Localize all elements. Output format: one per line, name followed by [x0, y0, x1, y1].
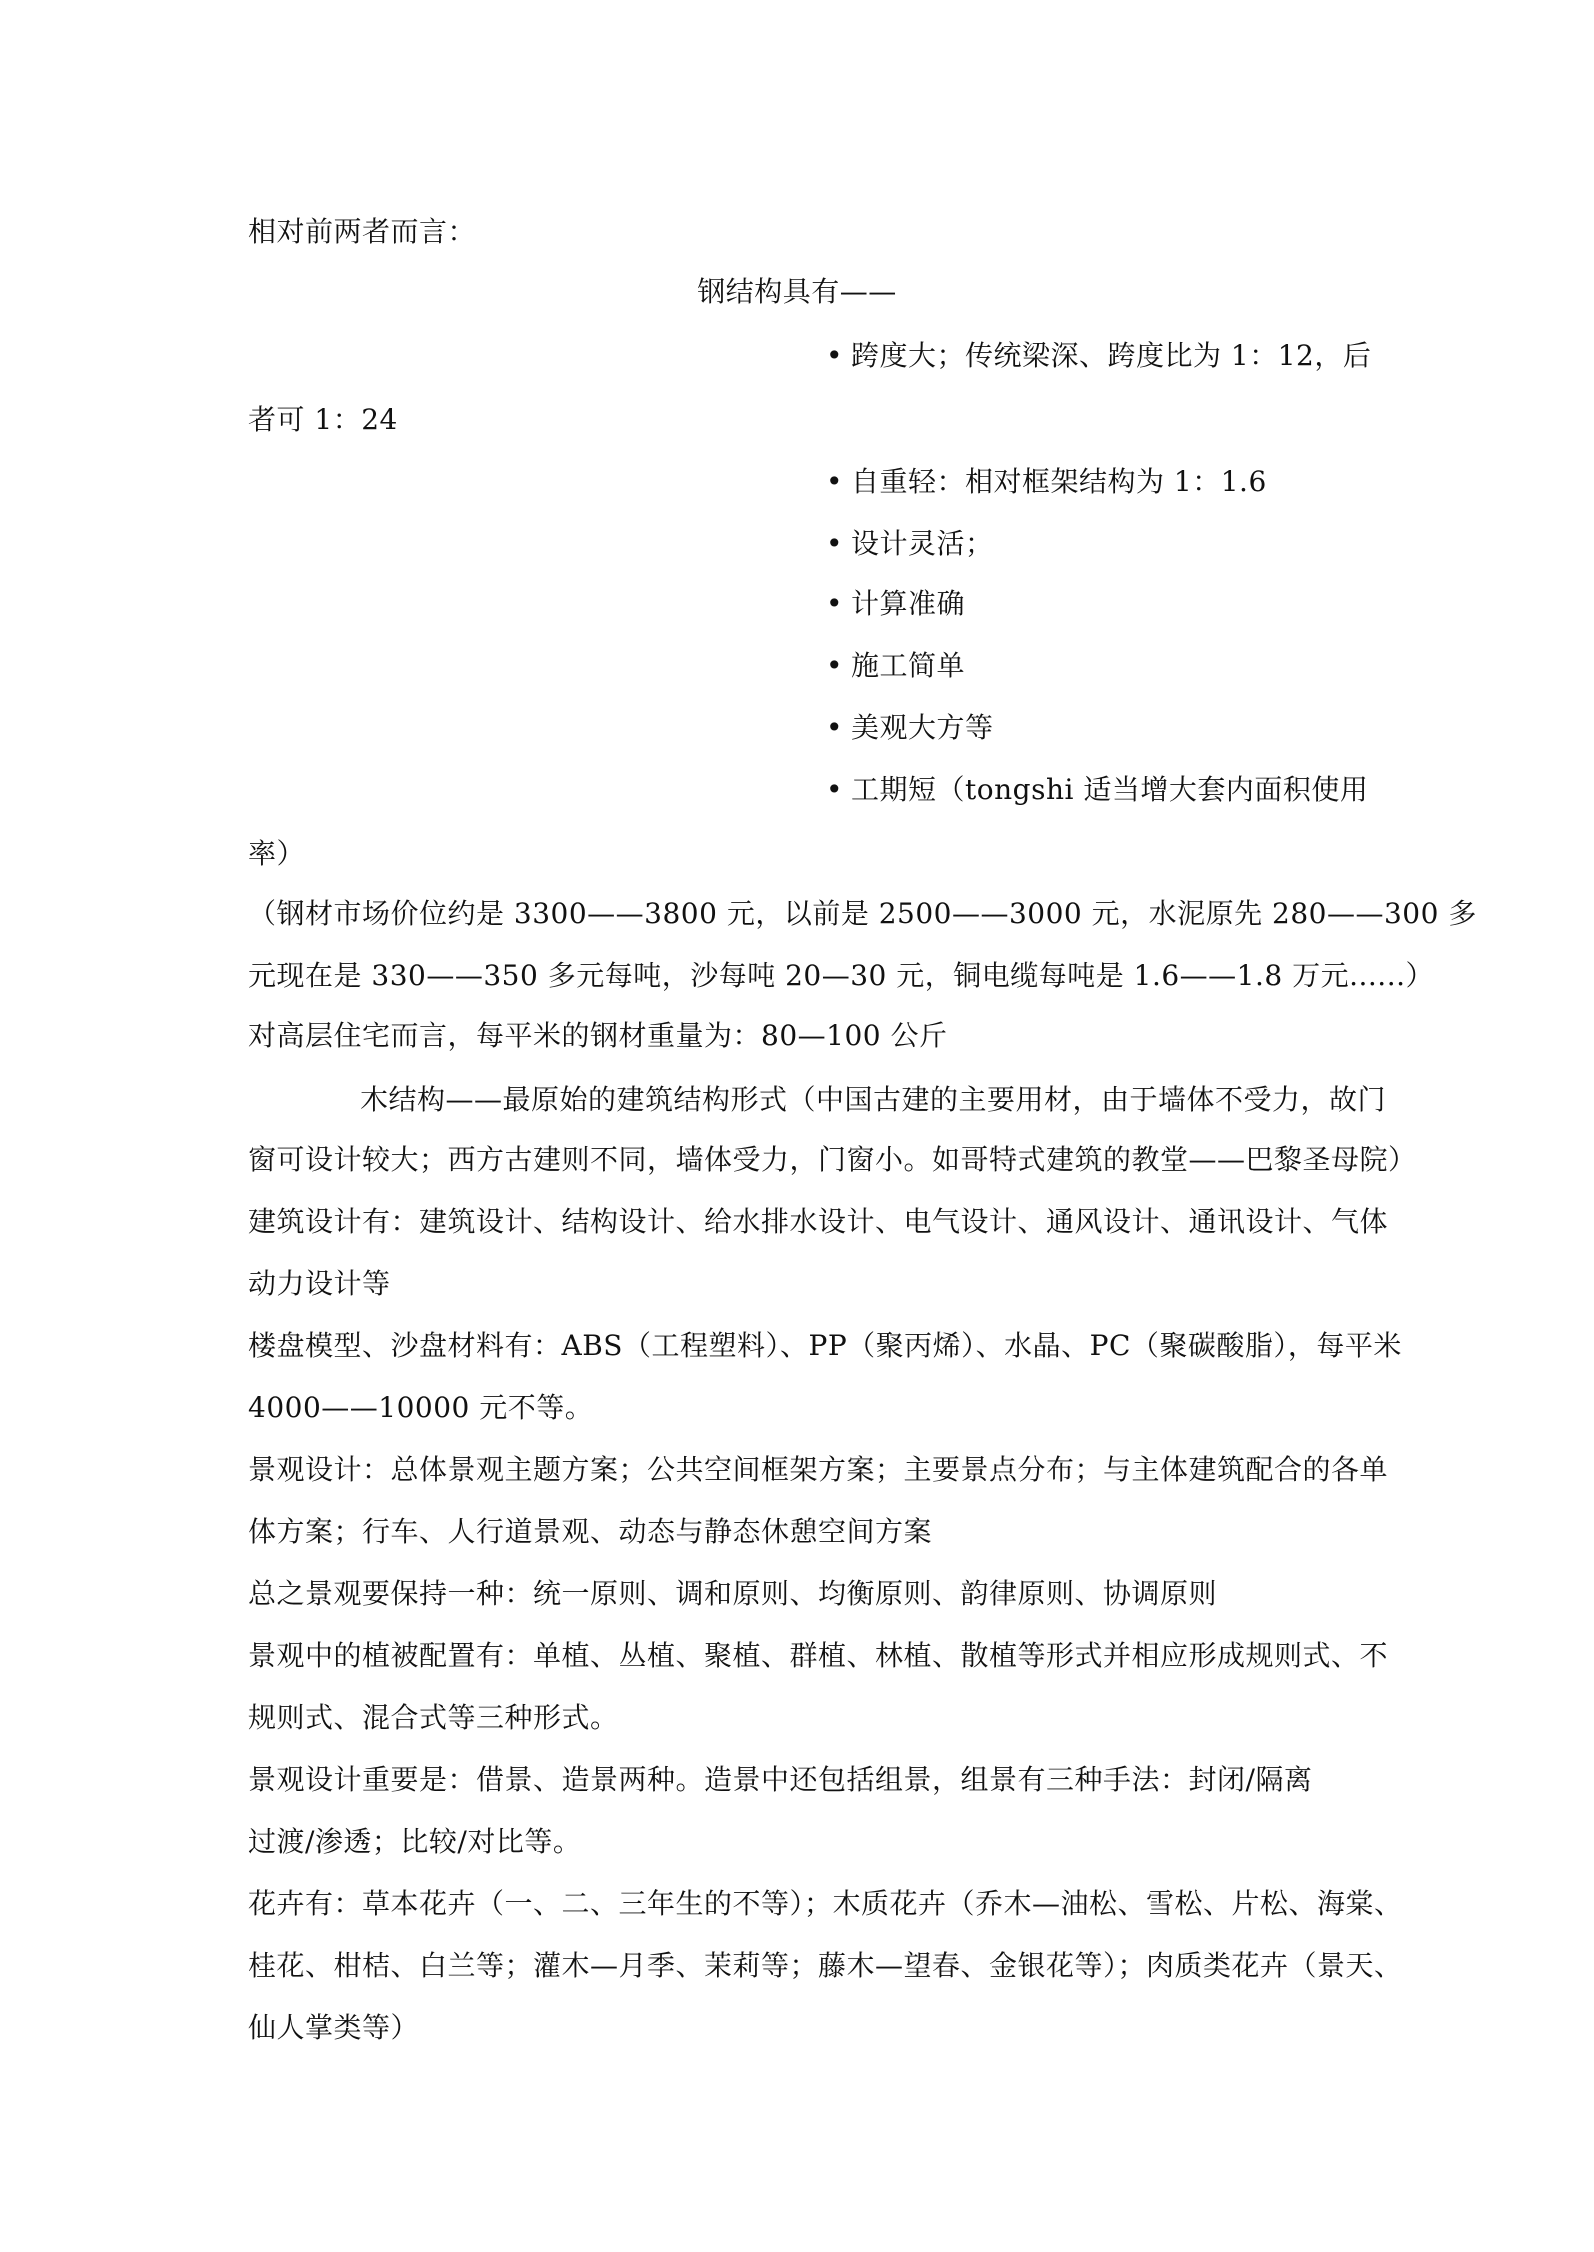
bullet-icon: •	[826, 465, 844, 498]
bullet-icon: •	[826, 649, 844, 682]
text-line: 规则式、混合式等三种形式。	[248, 1701, 619, 1734]
text-line: 窗可设计较大；西方古建则不同，墙体受力，门窗小。如哥特式建筑的教堂——巴黎圣母院）	[248, 1143, 1417, 1176]
bullet-icon: •	[826, 773, 844, 806]
bullet-item: • 自重轻：相对框架结构为 1：1.6	[826, 465, 1267, 498]
text-line: 4000——10000 元不等。	[248, 1391, 594, 1424]
text-line: 对高层住宅而言，每平米的钢材重量为：80—100 公斤	[248, 1019, 948, 1052]
text-line: 动力设计等	[248, 1267, 391, 1300]
text-line: 景观中的植被配置有：单植、丛植、聚植、群植、林植、散植等形式并相应形成规则式、不	[248, 1639, 1389, 1672]
bullet-item: • 美观大方等	[826, 711, 994, 744]
bullet-icon: •	[826, 587, 844, 620]
bullet-item: • 施工简单	[826, 649, 966, 682]
bullet-item: • 工期短（tongshi 适当增大套内面积使用	[826, 773, 1369, 806]
text-line: 总之景观要保持一种：统一原则、调和原则、均衡原则、韵律原则、协调原则	[248, 1577, 1218, 1610]
text-line: 木结构——最原始的建筑结构形式（中国古建的主要用材，由于墙体不受力，故门	[360, 1083, 1387, 1116]
text-line: 楼盘模型、沙盘材料有：ABS（工程塑料）、PP（聚丙烯）、水晶、PC（聚碳酸脂），每平米	[248, 1329, 1402, 1362]
text-line: 建筑设计有：建筑设计、结构设计、给水排水设计、电气设计、通风设计、通讯设计、气体	[248, 1205, 1389, 1238]
text-line: （钢材市场价位约是 3300——3800 元，以前是 2500——3000 元，水泥原先 280——300 多	[248, 897, 1477, 930]
text-line: 率）	[248, 837, 306, 870]
bullet-item: • 计算准确	[826, 587, 966, 620]
text-line: 元现在是 330——350 多元每吨，沙每吨 20—30 元，铜电缆每吨是 1.6——1.8 万元......）	[248, 959, 1435, 992]
steel-heading: 钢结构具有——	[697, 275, 897, 308]
text-line: 仙人掌类等）	[248, 2011, 420, 2044]
text-line: 景观设计：总体景观主题方案；公共空间框架方案；主要景点分布；与主体建筑配合的各单	[248, 1453, 1389, 1486]
text-line: 桂花、柑桔、白兰等；灌木—月季、茉莉等；藤木—望春、金银花等）；肉质类花卉（景天、	[248, 1949, 1403, 1982]
intro-line: 相对前两者而言：	[248, 215, 477, 248]
bullet-item: • 跨度大；传统梁深、跨度比为 1：12，后	[826, 339, 1372, 372]
bullet-item: • 设计灵活；	[826, 527, 994, 560]
text-line: 者可 1：24	[248, 403, 398, 436]
text-line: 体方案；行车、人行道景观、动态与静态休憩空间方案	[248, 1515, 933, 1548]
text-line: 花卉有：草本花卉（一、二、三年生的不等）；木质花卉（乔木—油松、雪松、片松、海棠、	[248, 1887, 1403, 1920]
bullet-icon: •	[826, 527, 844, 560]
text-line: 景观设计重要是：借景、造景两种。造景中还包括组景，组景有三种手法：封闭/隔离	[248, 1763, 1313, 1796]
bullet-icon: •	[826, 711, 844, 744]
text-line: 过渡/渗透；比较/对比等。	[248, 1825, 582, 1858]
bullet-icon: •	[826, 339, 844, 372]
